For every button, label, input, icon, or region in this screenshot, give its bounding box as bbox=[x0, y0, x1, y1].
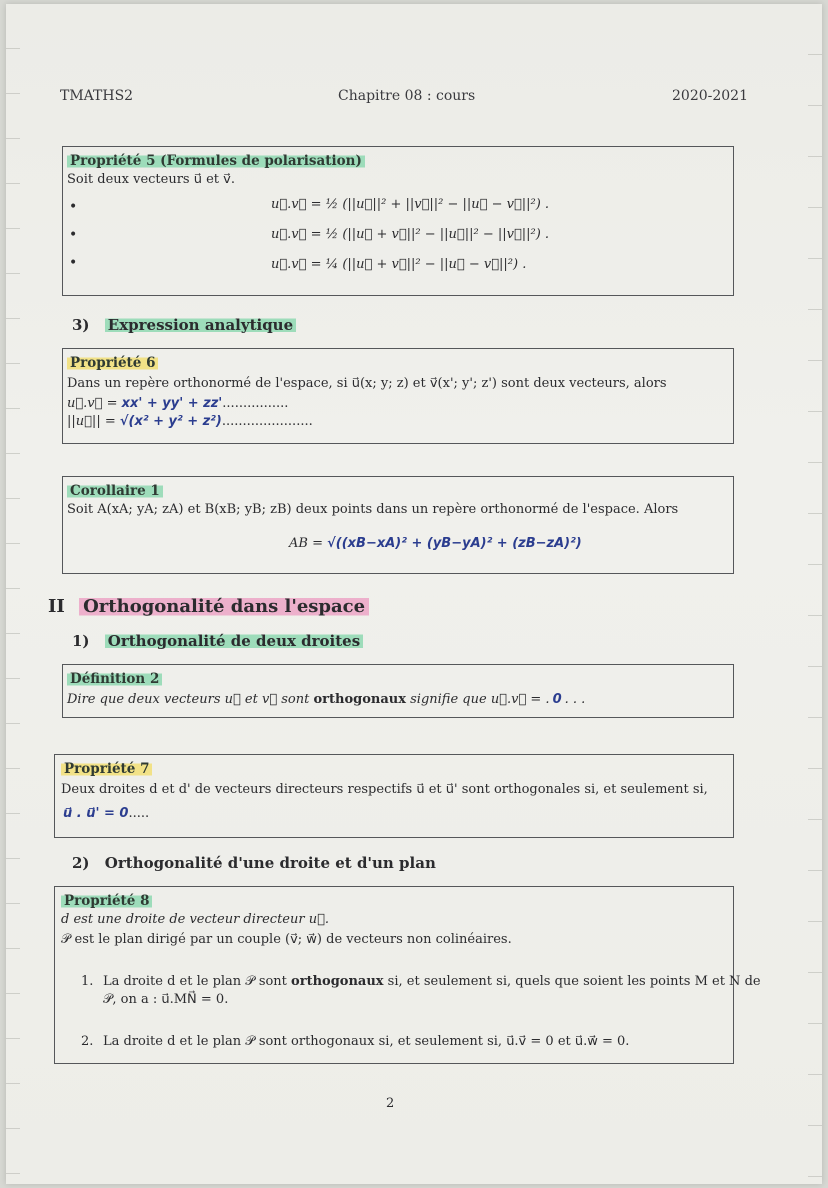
property-6-title: Propriété 6 bbox=[67, 355, 158, 371]
polarisation-formula-2: u⃗.v⃗ = ½ (||u⃗ + v⃗||² − ||u⃗||² − ||v⃗||²) . bbox=[271, 227, 550, 242]
fill-dots: ..... bbox=[128, 806, 150, 821]
bullet: • bbox=[69, 227, 78, 243]
part-2-label: II bbox=[48, 596, 65, 617]
section-1-label: 1) bbox=[72, 632, 90, 650]
item-1-text-b: si, et seulement si, quels que soient les points M et N de bbox=[383, 974, 761, 989]
handwritten-distance: √((xB−xA)² + (yB−yA)² + (zB−zA)²) bbox=[327, 536, 582, 551]
property-8-title: Propriété 8 bbox=[61, 893, 152, 909]
item-2-number: 2. bbox=[81, 1034, 94, 1049]
property-5-title: Propriété 5 (Formules de polarisation) bbox=[67, 153, 365, 169]
handwritten-orthogonal-condition: u⃗ . u⃗' = 0 bbox=[63, 806, 129, 821]
handwritten-zero: 0 bbox=[552, 692, 562, 707]
property-6-text: Dans un repère orthonormé de l'espace, si u⃗(x; y; z) et v⃗(x'; y'; z') sont deux vecteurs, alors bbox=[67, 376, 667, 391]
polarisation-formula-3: u⃗.v⃗ = ¼ (||u⃗ + v⃗||² − ||u⃗ − v⃗||²) . bbox=[271, 257, 527, 272]
norm-label: ||u⃗|| = bbox=[67, 414, 120, 429]
fill-dots: ................ bbox=[222, 396, 289, 411]
section-2-label: 2) bbox=[72, 854, 90, 872]
dot-product-label: u⃗.v⃗ = bbox=[67, 396, 122, 411]
polarisation-formula-1: u⃗.v⃗ = ½ (||u⃗||² + ||v⃗||² − ||u⃗ − v⃗||²) . bbox=[271, 197, 550, 212]
corollary-1-box bbox=[62, 476, 734, 574]
bullet: • bbox=[69, 199, 78, 215]
property-7-text: Deux droites d et d' de vecteurs directeurs respectifs u⃗ et u⃗' sont orthogonales si, et seulement si, bbox=[61, 782, 708, 797]
header-right: 2020-2021 bbox=[672, 88, 748, 104]
header-center: Chapitre 08 : cours bbox=[338, 88, 476, 104]
fill-dots: ...................... bbox=[221, 414, 313, 429]
norm-line bbox=[67, 413, 313, 431]
property-8-item-2: La droite d et le plan 𝒫 sont orthogonaux si, et seulement si, u⃗.v⃗ = 0 et u⃗.w⃗ = 0. bbox=[103, 1034, 630, 1049]
item-1-number: 1. bbox=[81, 974, 94, 989]
definition-2-text bbox=[67, 691, 585, 709]
section-1-title: Orthogonalité de deux droites bbox=[105, 632, 363, 650]
property-5-box bbox=[62, 146, 734, 296]
definition-2-title: Définition 2 bbox=[67, 671, 162, 687]
property-7-title: Propriété 7 bbox=[61, 761, 152, 777]
part-2-heading bbox=[48, 596, 369, 617]
property-7-answer bbox=[63, 805, 149, 823]
section-2-heading bbox=[72, 854, 436, 872]
distance-formula bbox=[289, 535, 582, 553]
handwritten-dot-product: xx' + yy' + zz' bbox=[121, 396, 223, 411]
section-3-title: Expression analytique bbox=[105, 316, 296, 334]
property-8-item-1 bbox=[103, 973, 761, 991]
property-8-box bbox=[54, 886, 761, 1064]
right-edge-ticks bbox=[808, 4, 822, 1184]
definition-2-box bbox=[62, 664, 734, 718]
part-2-title: Orthogonalité dans l'espace bbox=[79, 596, 369, 617]
corollary-1-title: Corollaire 1 bbox=[67, 483, 163, 499]
corollary-1-text: Soit A(xA; yA; zA) et B(xB; yB; zB) deux points dans un repère orthonormé de l'espace. Alors bbox=[67, 502, 679, 517]
item-1-text-c: 𝒫, on a : u⃗.MN⃗ = 0. bbox=[103, 992, 229, 1007]
header-left: TMATHS2 bbox=[60, 88, 134, 104]
section-2-title: Orthogonalité d'une droite et d'un plan bbox=[104, 854, 436, 872]
section-3-heading bbox=[72, 316, 296, 334]
fill-dots: . . . bbox=[564, 692, 586, 707]
item-1-bold-term: orthogonaux bbox=[291, 974, 384, 989]
handwritten-norm: √(x² + y² + z²) bbox=[119, 414, 222, 429]
bullet: • bbox=[69, 255, 78, 271]
section-3-label: 3) bbox=[72, 316, 90, 334]
distance-label: AB = bbox=[289, 536, 328, 551]
property-7-box bbox=[54, 754, 734, 838]
property-5-intro: Soit deux vecteurs u⃗ et v⃗. bbox=[67, 172, 235, 187]
page-number: 2 bbox=[386, 1096, 395, 1111]
definition-bold-term: orthogonaux bbox=[313, 692, 406, 707]
property-8-line-2: 𝒫 est le plan dirigé par un couple (v⃗; w⃗) de vecteurs non colinéaires. bbox=[61, 932, 512, 947]
item-1-text-a: La droite d et le plan 𝒫 sont bbox=[103, 974, 292, 989]
dot-product-line bbox=[67, 395, 288, 413]
section-1-heading bbox=[72, 632, 363, 650]
property-8-line-1: d est une droite de vecteur directeur u⃗. bbox=[61, 912, 330, 927]
definition-text-after: signifie que u⃗.v⃗ = . bbox=[405, 692, 550, 707]
definition-text-before: Dire que deux vecteurs u⃗ et v⃗ sont bbox=[67, 692, 314, 707]
property-6-box bbox=[62, 348, 734, 444]
left-edge-ticks bbox=[6, 4, 20, 1184]
